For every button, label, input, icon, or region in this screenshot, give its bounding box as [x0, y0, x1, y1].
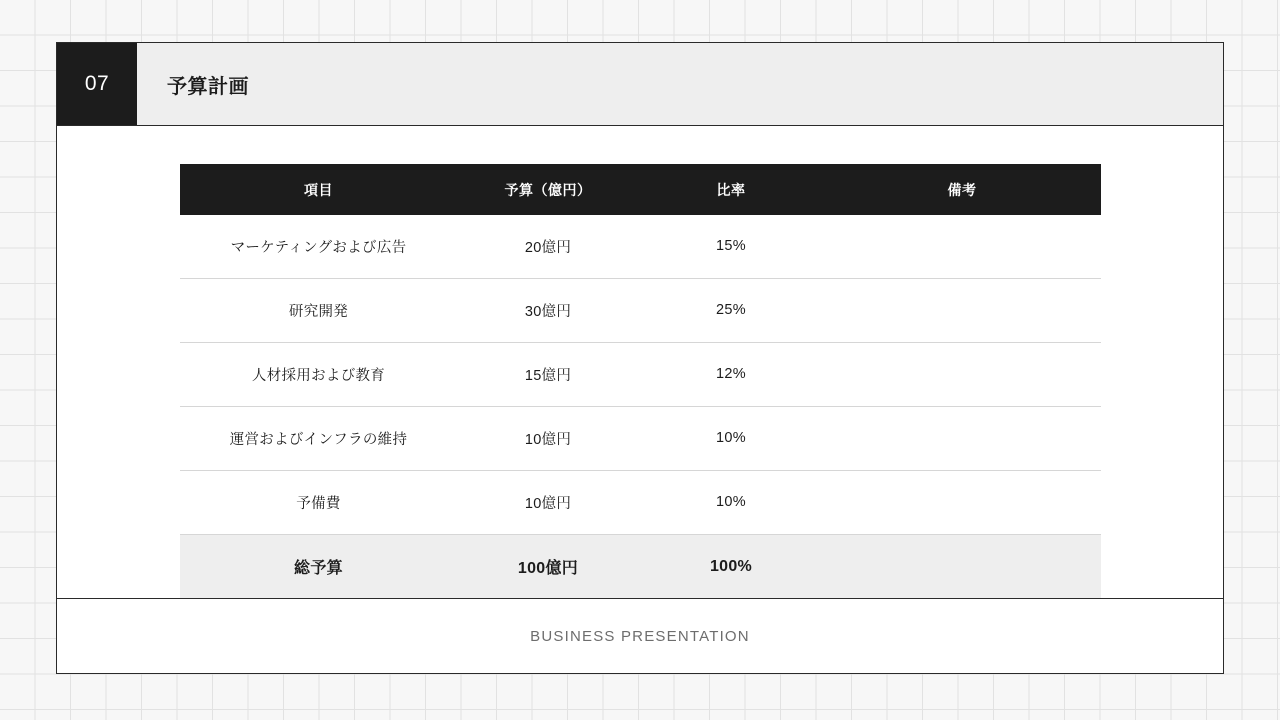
slide-number: 07 [57, 43, 137, 125]
budget-table [180, 164, 1101, 598]
cell-total-ratio: 100% [639, 535, 824, 599]
cell-note [824, 215, 1101, 278]
cell-ratio: 25% [639, 278, 824, 342]
footer-text: BUSINESS PRESENTATION [530, 627, 750, 645]
presentation-slide [56, 42, 1224, 674]
cell-total-budget: 100億円 [458, 535, 639, 599]
cell-item: 人材採用および教育 [180, 342, 458, 406]
cell-budget: 10億円 [458, 470, 639, 534]
page-title: 予算計画 [167, 75, 249, 98]
table-header [180, 164, 1101, 215]
table-row [180, 342, 1101, 406]
column-header-note: 備考 [824, 164, 1101, 215]
cell-item: 運営およびインフラの維持 [180, 406, 458, 470]
cell-budget: 20億円 [458, 215, 639, 278]
cell-note [824, 406, 1101, 470]
cell-total-item: 総予算 [180, 535, 458, 599]
table-row [180, 406, 1101, 470]
cell-ratio: 15% [639, 215, 824, 278]
cell-ratio: 10% [639, 470, 824, 534]
table-row [180, 215, 1101, 278]
table-total-row [180, 535, 1101, 599]
column-header-ratio: 比率 [639, 164, 824, 215]
cell-item: マーケティングおよび広告 [180, 215, 458, 278]
slide-footer [57, 598, 1223, 673]
cell-budget: 10億円 [458, 406, 639, 470]
table-row [180, 278, 1101, 342]
slide-header [57, 43, 1223, 126]
cell-item: 予備費 [180, 470, 458, 534]
column-header-budget: 予算（億円） [458, 164, 639, 215]
slide-body [57, 126, 1223, 598]
table-header-row [180, 164, 1101, 215]
cell-note [824, 342, 1101, 406]
cell-ratio: 10% [639, 406, 824, 470]
table-body [180, 215, 1101, 598]
cell-item: 研究開発 [180, 278, 458, 342]
cell-budget: 15億円 [458, 342, 639, 406]
table-row [180, 470, 1101, 534]
cell-note [824, 278, 1101, 342]
cell-ratio: 12% [639, 342, 824, 406]
cell-total-note [824, 535, 1101, 599]
column-header-item: 項目 [180, 164, 458, 215]
cell-budget: 30億円 [458, 278, 639, 342]
cell-note [824, 470, 1101, 534]
